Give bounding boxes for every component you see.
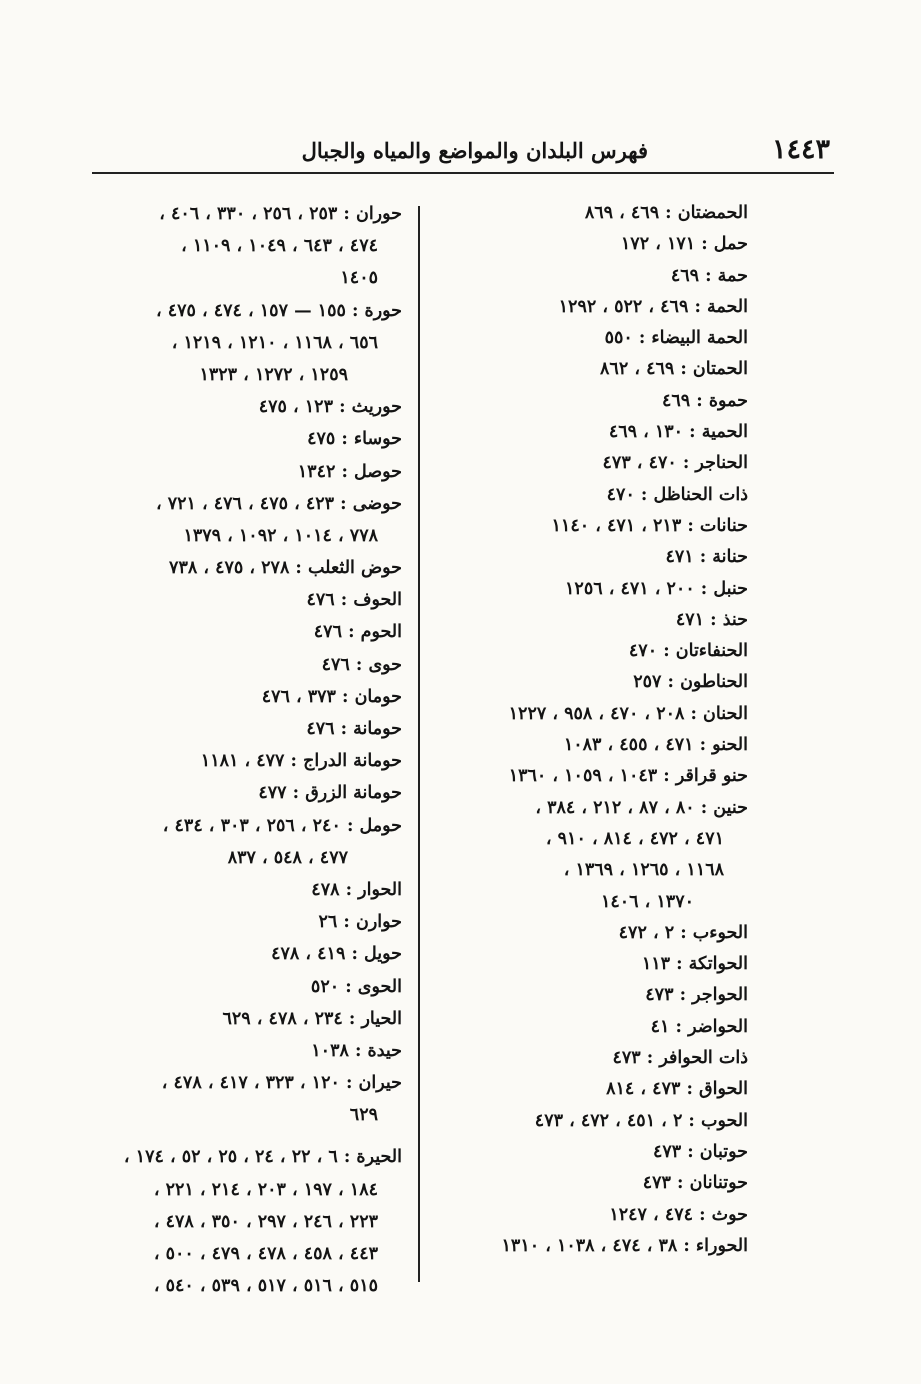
index-entry-continuation: ١٨٤ ، ١٩٧ ، ٢٠٣ ، ٢١٤ ، ٢٢١ ، <box>153 1179 378 1200</box>
index-entry-continuation: ٤٤٣ ، ٤٥٨ ، ٤٧٨ ، ٤٧٩ ، ٥٠٠ ، <box>153 1244 378 1264</box>
index-entry: حمة : ٤٦٩ <box>670 265 748 286</box>
index-entry: الحنو : ٤٧١ ، ٤٥٥ ، ١٠٨٣ <box>563 735 748 756</box>
index-entry: الحوب : ٢ ، ٤٥١ ، ٤٧٢ ، ٤٧٣ <box>534 1110 748 1131</box>
index-entry-continuation: ١٤٠٥ <box>340 268 378 289</box>
index-entry: ذات الحناظل : ٤٧٠ <box>606 484 748 505</box>
index-entry-continuation: ٤٧١ ، ٤٧٢ ، ٨١٤ ، ٩١٠ ، <box>545 828 724 849</box>
index-entry: الحوى : ٥٢٠ <box>310 976 402 997</box>
index-entry: الحمتان : ٤٦٩ ، ٨٦٢ <box>600 359 748 380</box>
index-entry: حيران : ١٢٠ ، ٣٢٣ ، ٤١٧ ، ٤٧٨ ، <box>161 1073 402 1094</box>
index-entry: الحواضر : ٤١ <box>650 1016 748 1037</box>
index-entry: الحنان : ٢٠٨ ، ٤٧٠ ، ٩٥٨ ، ١٢٢٧ <box>508 703 748 724</box>
index-entry: الحمة : ٤٦٩ ، ٥٢٢ ، ١٢٩٢ <box>558 296 748 317</box>
index-entry: حنانات : ٢١٣ ، ٤٧١ ، ١١٤٠ <box>551 515 748 536</box>
index-entry: حوى : ٤٧٦ <box>321 654 402 675</box>
entry-gap <box>96 1131 402 1141</box>
index-entry: الحوراء : ٣٨ ، ٤٧٤ ، ١٠٣٨ ، ١٣١٠ <box>501 1235 748 1256</box>
index-entry: الحوءب : ٢ ، ٤٧٢ <box>618 922 748 943</box>
index-entry-continuation: ٦٥٦ ، ١١٦٨ ، ١٢١٠ ، ١٢١٩ ، <box>171 332 378 353</box>
index-column-right <box>448 198 748 1262</box>
index-entry-continuation: ١٢٥٩ ، ١٢٧٢ ، ١٣٢٣ <box>199 364 348 385</box>
index-entry: الحمية : ١٣٠ ، ٤٦٩ <box>608 422 748 443</box>
index-entry: حنانة : ٤٧١ <box>665 547 748 568</box>
index-entry: حوتنانان : ٤٧٣ <box>642 1173 748 1194</box>
index-entry: حنين : ٨٠ ، ٨٧ ، ٢١٢ ، ٣٨٤ ، <box>535 797 748 818</box>
index-entry: حومانة الدراج : ٤٧٧ ، ١١٨١ <box>200 751 402 772</box>
page-title: فهرس البلدان والمواضع والمياه والجبال <box>301 138 648 163</box>
index-entry: حوض الثعلب : ٢٧٨ ، ٤٧٥ ، ٧٣٨ <box>169 558 402 579</box>
index-entry: الحوم : ٤٧٦ <box>313 622 402 643</box>
index-entry: الحواتكة : ١١٣ <box>641 954 748 975</box>
index-entry: حيدة : ١٠٣٨ <box>311 1040 402 1061</box>
index-entry-continuation: ٧٧٨ ، ١٠١٤ ، ١٠٩٢ ، ١٣٧٩ <box>183 525 378 546</box>
page-header <box>90 128 830 172</box>
index-entry: حوريث : ١٢٣ ، ٤٧٥ <box>258 397 402 418</box>
index-entry-continuation: ٢٢٣ ، ٢٤٦ ، ٢٩٧ ، ٣٥٠ ، ٤٧٨ ، <box>153 1211 378 1232</box>
index-entry-continuation: ٥١٥ ، ٥١٦ ، ٥١٧ ، ٥٣٩ ، ٥٤٠ ، <box>153 1276 378 1297</box>
header-divider <box>92 172 834 174</box>
index-entry: حوث : ٤٧٤ ، ١٢٤٧ <box>609 1204 748 1225</box>
index-entry: حنذ : ٤٧١ <box>675 609 748 630</box>
index-entry: الحمضتان : ٤٦٩ ، ٨٦٩ <box>584 203 748 223</box>
index-entry-continuation: ١١٦٨ ، ١٢٦٥ ، ١٣٦٩ ، <box>563 860 724 881</box>
index-entry-continuation: ١٣٧٠ ، ١٤٠٦ <box>600 891 694 912</box>
index-entry: حموة : ٤٦٩ <box>662 390 748 411</box>
index-entry: الحواق : ٤٧٣ ، ٨١٤ <box>606 1079 748 1100</box>
index-entry: حوتبان : ٤٧٣ <box>652 1141 748 1162</box>
index-entry: الحوار : ٤٧٨ <box>311 879 402 900</box>
index-entry: الحناجر : ٤٧٠ ، ٤٧٣ <box>602 453 748 474</box>
index-entry: حوضى : ٤٢٣ ، ٤٧٥ ، ٤٧٦ ، ٧٢١ ، <box>155 493 402 514</box>
index-entry: حوارن : ٢٦ <box>318 912 402 933</box>
page-number: ١٤٤٣ <box>771 134 830 165</box>
column-divider <box>418 206 420 1282</box>
index-entry: حومانة الزرق : ٤٧٧ <box>258 783 402 804</box>
index-entry: حوساء : ٤٧٥ <box>307 429 402 450</box>
index-entry-continuation: ٤٧٤ ، ٦٤٣ ، ١٠٤٩ ، ١١٠٩ ، <box>181 236 378 257</box>
index-entry: حومل : ٢٤٠ ، ٢٥٦ ، ٣٠٣ ، ٤٣٤ ، <box>162 815 402 836</box>
index-entry: حنو قراقر : ١٠٤٣ ، ١٠٥٩ ، ١٣٦٠ <box>508 766 748 787</box>
index-entry: الحنفاءتان : ٤٧٠ <box>628 641 748 662</box>
index-entry: حويل : ٤١٩ ، ٤٧٨ <box>271 944 402 965</box>
index-entry: حنبل : ٢٠٠ ، ٤٧١ ، ١٢٥٦ <box>565 578 748 599</box>
index-entry: حومانة : ٤٧٦ <box>306 719 402 739</box>
index-entry: الحوف : ٤٧٦ <box>306 590 402 611</box>
index-entry: حومان : ٣٧٣ ، ٤٧٦ <box>261 686 402 707</box>
index-entry: الحواجر : ٤٧٣ <box>645 985 748 1006</box>
index-entry: حوصل : ١٣٤٢ <box>297 461 402 482</box>
index-entry: الحناطون : ٢٥٧ <box>633 672 748 693</box>
index-entry: الحيار : ٢٣٤ ، ٤٧٨ ، ٦٢٩ <box>222 1008 402 1029</box>
index-entry-continuation: ٦٢٩ <box>349 1105 378 1126</box>
index-entry: حمل : ١٧١ ، ١٧٢ <box>620 234 748 255</box>
index-entry-continuation: ٤٧٧ ، ٥٤٨ ، ٨٣٧ <box>227 847 348 868</box>
index-entry: الحمة البيضاء : ٥٥٠ <box>604 328 748 349</box>
index-entry: ذات الحوافر : ٤٧٣ <box>612 1048 748 1069</box>
index-entry: الحيرة : ٦ ، ٢٢ ، ٢٤ ، ٢٥ ، ٥٢ ، ١٧٤ ، <box>123 1147 402 1168</box>
index-entry: حورة : ١٥٥ — ١٥٧ ، ٤٧٤ ، ٤٧٥ ، <box>155 300 402 321</box>
index-entry: حوران : ٢٥٣ ، ٢٥٦ ، ٣٣٠ ، ٤٠٦ ، <box>159 204 402 224</box>
index-column-left <box>96 198 402 1302</box>
